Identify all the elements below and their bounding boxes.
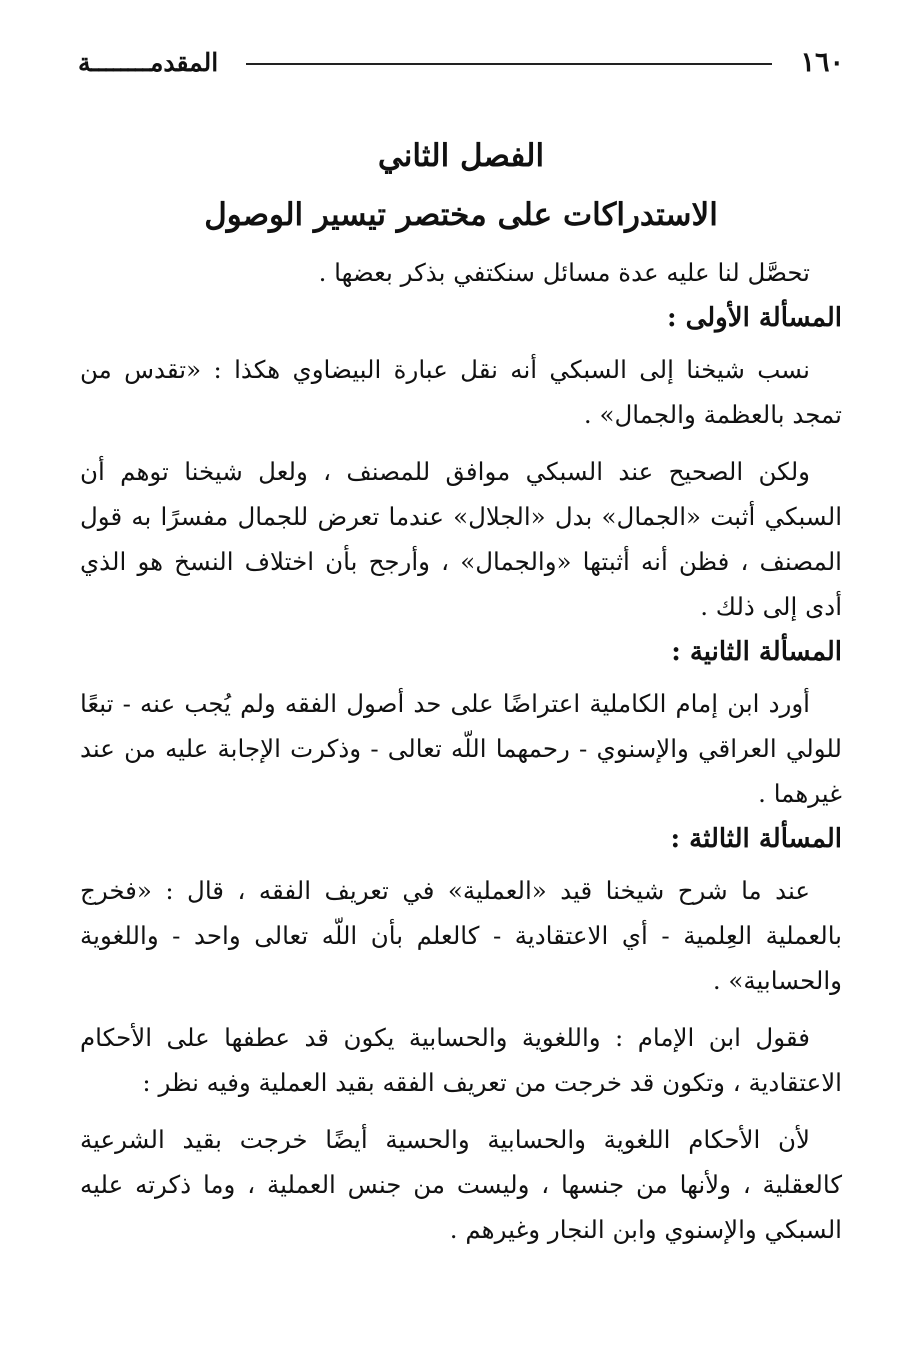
issue-heading-1: المسألة الأولى :	[666, 303, 842, 333]
page-number: ١٦٠	[800, 46, 844, 78]
page-header	[78, 40, 844, 84]
page-content	[80, 128, 842, 1252]
running-title: المقدمــــــــة	[78, 47, 219, 77]
issue-heading-2: المسألة الثانية :	[671, 637, 842, 667]
header-rule	[246, 63, 772, 65]
issue-3-paragraph-3: لأن الأحكام اللغوية والحسابية والحسية أيضًا خرجت بقيد الشرعية كالعقلية ، ولأنها من جنسها ، وليست من جنس العملية ، وما ذكرته عليه السبكي والإسنوي وابن النجار وغيرهم .	[80, 1125, 842, 1244]
issue-heading-3: المسألة الثالثة :	[670, 824, 842, 854]
issue-3-paragraph-1: عند ما شرح شيخنا قيد «العملية» في تعريف الفقه ، قال : «فخرج بالعملية العِلمية - أي الاعتقادية - كالعلم بأن اللّه تعالى واحد - واللغوية والحسابية» .	[80, 876, 842, 995]
chapter-title: الفصل الثاني	[377, 138, 545, 174]
issue-3-paragraph-2: فقول ابن الإمام : واللغوية والحسابية يكون قد عطفها على الأحكام الاعتقادية ، وتكون قد خرجت من تعريف الفقه بقيد العملية وفيه نظر :	[80, 1023, 842, 1097]
issue-1-paragraph-1: نسب شيخنا إلى السبكي أنه نقل عبارة البيضاوي هكذا : «تقدس من تمجد بالعظمة والجمال» .	[80, 355, 842, 429]
issue-1-paragraph-2: ولكن الصحيح عند السبكي موافق للمصنف ، ولعل شيخنا توهم أن السبكي أثبت «الجمال» بدل «الجلال» عندما تعرض للجمال مفسرًا به قول المصنف ، فظن أنه أثبتها «والجمال» ، وأرجح بأن اختلاف النسخ هو الذي أدى إلى ذلك .	[80, 457, 842, 621]
issue-2-paragraph-1: أورد ابن إمام الكاملية اعتراضًا على حد أصول الفقه ولم يُجب عنه - تبعًا للولي العراقي والإسنوي - رحمهما اللّه تعالى - وذكرت الإجابة عليه من عند غيرهما .	[80, 689, 842, 808]
intro-paragraph: تحصَّل لنا عليه عدة مسائل سنكتفي بذكر بعضها .	[318, 258, 810, 287]
chapter-subtitle: الاستدراكات على مختصر تيسير الوصول	[204, 197, 718, 233]
